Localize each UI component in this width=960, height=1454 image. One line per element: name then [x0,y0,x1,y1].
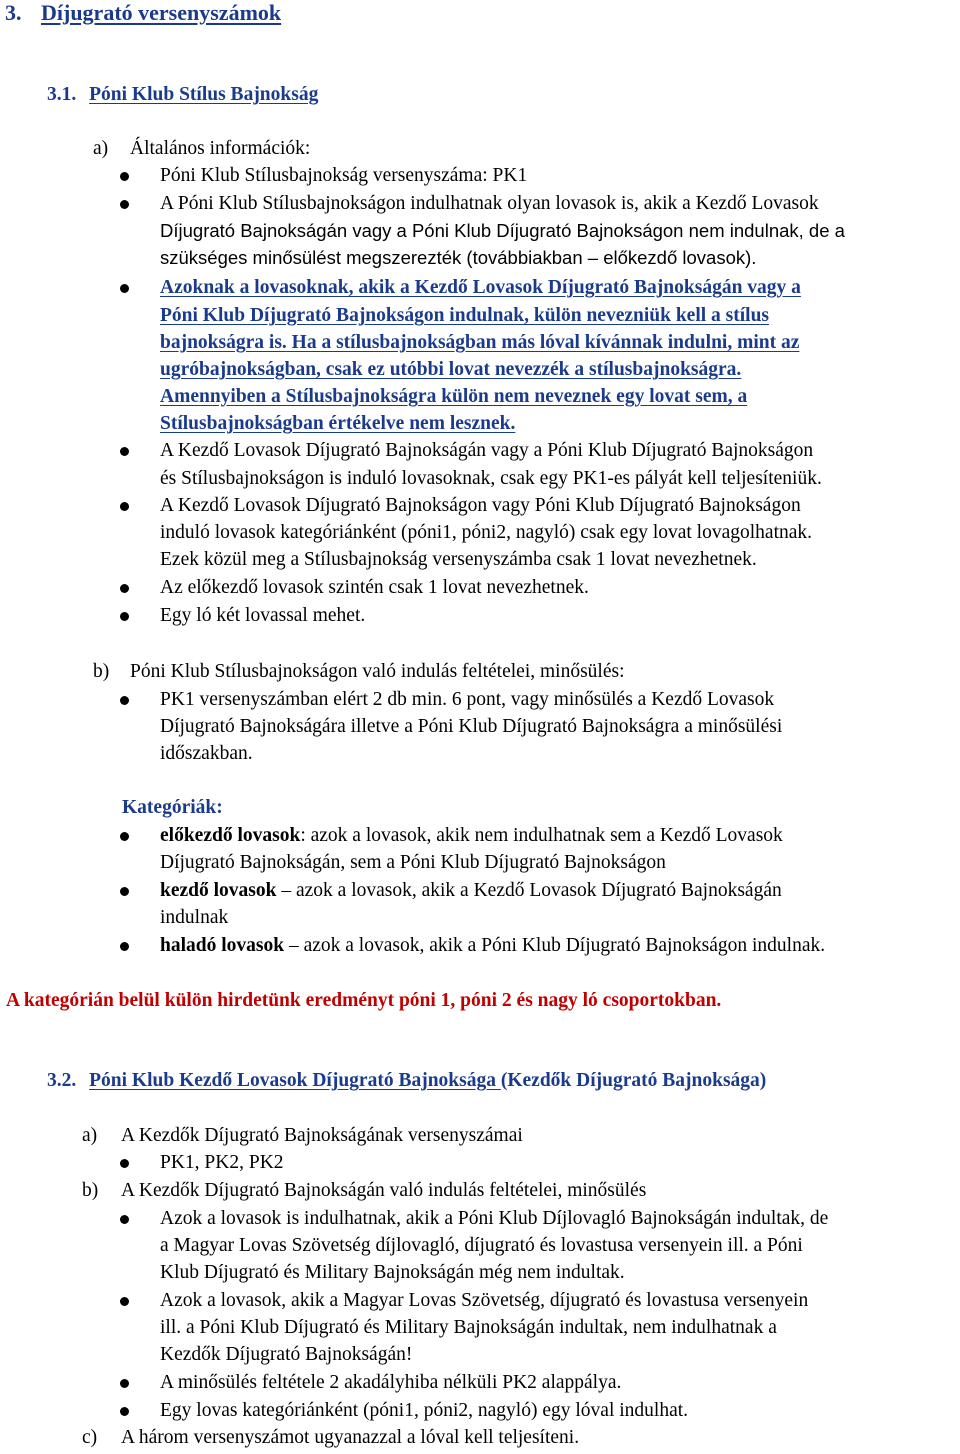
bold-notice-line: ugróbajnokságban, csak ez utóbbi lovat nevezzék a stílusbajnokságra. [160,359,742,380]
list-label-b: b) [82,1180,99,1201]
list-title-same-horse: A három versenyszámot ugyanazzal a lóval kell teljesíteni. [121,1427,580,1448]
section-number: 3. [5,0,22,25]
list-item-line: Díjugrató Bajnokságára illetve a Póni Klub Díjugrató Bajnokságra a minősülési [160,716,783,737]
bold-notice-line: Azoknak a lovasoknak, akik a Kezdő Lovasok Díjugrató Bajnokságán vagy a [160,277,801,298]
list-item-line: Azok a lovasok is indulhatnak, akik a Póni Klub Díjlovagló Bajnokságán indultak, de [160,1208,829,1229]
bullet-icon [120,1379,129,1388]
list-item-line: A Póni Klub Stílusbajnokságon indulhatnak olyan lovasok is, akik a Kezdő Lovasok [160,193,819,214]
list-item-line: a Magyar Lovas Szövetség díjlovagló, díjugrató és lovastusa versenyein ill. a Póni [160,1235,803,1256]
list-item: Az előkezdő lovasok szintén csak 1 lovat nevezhetnek. [160,577,589,598]
category-item [160,878,782,904]
category-name: kezdő lovasok [160,880,277,901]
category-description: – azok a lovasok, akik a Póni Klub Díjugrató Bajnokságon indulnak. [284,935,826,956]
bold-notice-line: Amennyiben a Stílusbajnokságra külön nem neveznek egy lovat sem, a [160,386,748,407]
list-item-line: időszakban. [160,743,253,764]
list-label-a: a) [82,1125,98,1146]
subsection-number: 3.1. [47,84,77,105]
list-item: Egy lovas kategóriánként (póni1, póni2, nagyló) egy lóval indulhat. [160,1400,689,1421]
bullet-icon [120,942,129,951]
subsection-title: Póni Klub Stílus Bajnokság [89,84,319,105]
list-item-line: és Stílusbajnokságon is induló lovasoknak, csak egy PK1-es pályát kell teljesíteniük. [160,468,822,489]
list-title-conditions: Póni Klub Stílusbajnokságon való indulás feltételei, minősülés: [130,661,625,682]
bullet-icon [120,1297,129,1306]
bullet-icon [120,1215,129,1224]
categories-heading: Kategóriák: [122,797,223,818]
section-heading [5,0,281,26]
bullet-icon [120,502,129,511]
bold-notice-line: Stílusbajnokságban értékelve nem lesznek. [160,413,516,434]
category-description-line: indulnak [160,907,229,928]
list-item: Póni Klub Stílusbajnokság versenyszáma: PK1 [160,165,528,186]
category-name: előkezdő lovasok [160,825,301,846]
bold-notice-fragment: Ha a stílusbajnokságban más lóval kívánnak indulni, mint az [286,332,800,353]
subsection-title-paren: (Kezdők Díjugrató Bajnoksága) [500,1070,767,1091]
list-item-line: A Kezdő Lovasok Díjugrató Bajnokságon vagy Póni Klub Díjugrató Bajnokságon [160,495,801,516]
bullet-icon [120,172,129,181]
category-description-line: Díjugrató Bajnokságán, sem a Póni Klub Díjugrató Bajnokságon [160,852,666,873]
list-title-conditions: A Kezdők Díjugrató Bajnokságán való indulás feltételei, minősülés [121,1180,647,1201]
list-item-line: Kezdők Díjugrató Bajnokságán! [160,1344,413,1365]
bullet-icon [120,447,129,456]
list-item-line: szükséges minősülést megszerezték (továbbiakban – előkezdő lovasok). [160,247,757,268]
category-description: : azok a lovasok, akik nem indulhatnak sem a Kezdő Lovasok [300,825,783,846]
list-title-general-info: Általános információk: [130,138,311,159]
bullet-icon [120,696,129,705]
category-description: – azok a lovasok, akik a Kezdő Lovasok Díjugrató Bajnokságán [276,880,782,901]
list-item: Egy ló két lovassal mehet. [160,605,366,626]
subsection-number: 3.2. [47,1070,77,1091]
list-item-line: Azok a lovasok, akik a Magyar Lovas Szövetség, díjugrató és lovastusa versenyein [160,1290,809,1311]
list-item: A minősülés feltétele 2 akadályhiba nélküli PK2 alappálya. [160,1372,622,1393]
bullet-icon [120,200,129,209]
subsection-3-2-heading [47,1068,766,1094]
list-item-line: Klub Díjugrató és Military Bajnokságán még nem indultak. [160,1262,625,1283]
list-item: PK1, PK2, PK2 [160,1152,284,1173]
list-label-a: a) [93,138,109,159]
bullet-icon [120,832,129,841]
bold-notice-fragment: bajnokságra is. [160,332,287,353]
category-item [160,933,825,959]
list-item-line: PK1 versenyszámban elért 2 db min. 6 pont, vagy minősülés a Kezdő Lovasok [160,689,775,710]
category-name: haladó lovasok [160,935,285,956]
results-notice: A kategórián belül külön hirdetünk eredményt póni 1, póni 2 és nagy ló csoportokban. [6,990,722,1011]
list-item-line: induló lovasok kategóriánként (póni1, póni2, nagyló) csak egy lovat lovagolhatnak. [160,522,813,543]
list-label-c: c) [82,1427,98,1448]
list-item-line: ill. a Póni Klub Díjugrató és Military Bajnokságán indultak, nem indulhatnak a [160,1317,777,1338]
section-title: Díjugrató versenyszámok [41,0,282,25]
list-item-line: Díjugrató Bajnokságán vagy a Póni Klub Díjugrató Bajnokságon nem indulnak, de a [160,220,845,241]
list-item-line: A Kezdő Lovasok Díjugrató Bajnokságán vagy a Póni Klub Díjugrató Bajnokságon [160,440,814,461]
list-label-b: b) [93,661,110,682]
bullet-icon [120,612,129,621]
list-item-line: Ezek közül meg a Stílusbajnokság versenyszámba csak 1 lovat nevezhetnek. [160,549,757,570]
bullet-icon [120,1159,129,1168]
bullet-icon [120,887,129,896]
category-item [160,823,783,849]
subsection-title: Póni Klub Kezdő Lovasok Díjugrató Bajnoksága [89,1070,501,1091]
list-title-events: A Kezdők Díjugrató Bajnokságának versenyszámai [121,1125,523,1146]
bullet-icon [120,1407,129,1416]
bold-notice-line [160,330,799,356]
subsection-3-1-heading [47,82,318,108]
bold-notice-line: Póni Klub Díjugrató Bajnokságon indulnak, külön nevezniük kell a stílus [160,305,770,326]
bullet-icon [120,584,129,593]
bullet-icon [120,284,129,293]
